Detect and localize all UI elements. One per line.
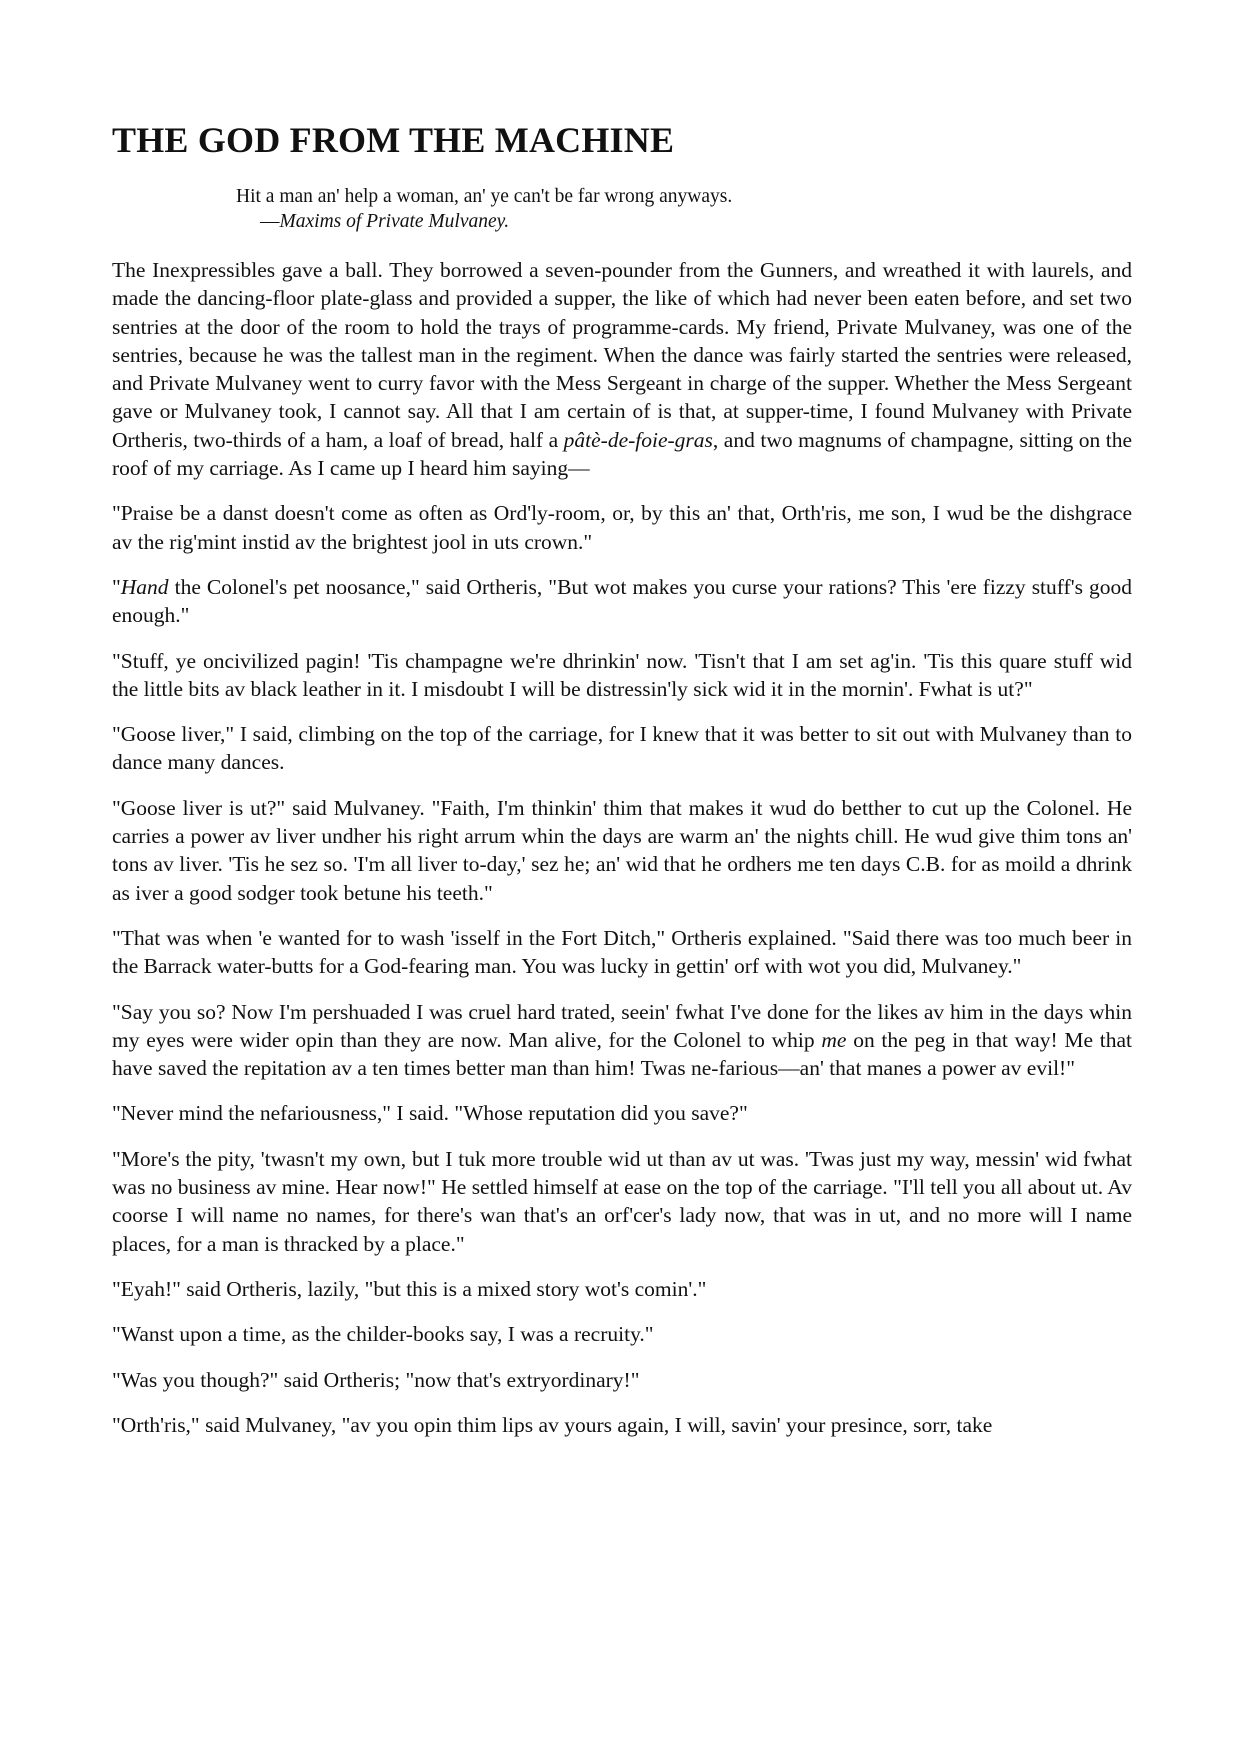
paragraph-3-text: the Colonel's pet noosance," said Ortheris, "But wot makes you curse your rations? This 'ere fizzy stuff's good enough."	[112, 574, 1132, 628]
paragraph-1-italic: pâtè-de-foie-gras	[563, 427, 713, 452]
paragraph-10: "More's the pity, 'twasn't my own, but I tuk more trouble wid ut than av ut was. 'Twas just my way, messin' wid fwhat was no business av mine. Hear now!" He settled himself at ease on the top of the carriage. "I'll tell you all about ut. Av coorse I will name no names, for there's wan that's an orf'cer's lady now, that was in ut, and no more will I name places, for a man is thracked by a place."	[112, 1146, 1132, 1256]
paragraph-11: "Eyah!" said Ortheris, lazily, "but this is a mixed story wot's comin'."	[112, 1276, 707, 1301]
epigraph	[236, 184, 1132, 234]
paragraph-3	[112, 573, 1132, 630]
chapter-title: THE GOD FROM THE MACHINE	[112, 120, 675, 160]
paragraph-3-italic: Hand	[120, 574, 169, 599]
paragraph-8	[112, 998, 1132, 1083]
paragraph-5: "Goose liver," I said, climbing on the top of the carriage, for I knew that it was better to sit out with Mulvaney than to dance many dances.	[112, 722, 1132, 775]
epigraph-attribution	[236, 209, 1132, 234]
paragraph-6: "Goose liver is ut?" said Mulvaney. "Faith, I'm thinkin' thim that makes it wud do betther to cut up the Colonel. He carries a power av liver undher his right arrum whin the days are warm an' the nights chill. He wud give thim tons an' tons av liver. 'Tis he sez so. 'I'm all liver to-day,' sez he; an' wid that he ordhers me ten days C.B. for as moild a dhrink as iver a good sodger took betune his teeth."	[112, 795, 1132, 905]
paragraph-7: "That was when 'e wanted for to wash 'isself in the Fort Ditch," Ortheris explained. "Said there was too much beer in the Barrack water-butts for a God-fearing man. You was lucky in gettin' orf with wot you did, Mulvaney."	[112, 925, 1132, 979]
epigraph-dash: —	[260, 211, 280, 232]
paragraph-8-italic: me	[821, 1027, 847, 1052]
epigraph-attribution-text: Maxims of Private Mulvaney.	[279, 211, 510, 232]
epigraph-quote: Hit a man an' help a woman, an' ye can't be far wrong anyways.	[236, 186, 733, 207]
paragraph-1-text-a: The Inexpressibles gave a ball. They borrowed a seven-pounder from the Gunners, and wreathed it with laurels, and made the dancing-floor plate-glass and provided a supper, the like of which had never been eaten before, and set two sentries at the door of the room to hold the trays of programme-cards. My friend, Private Mulvaney, was one of the sentries, because he was the tallest man in the regiment. When the dance was fairly started the sentries were released, and Private Mulvaney went to curry favor with the Mess Sergeant in charge of the supper. Whether the Mess Sergeant gave or Mulvaney took, I cannot say. All that I am certain of is that, at supper-time, I found Mulvaney with Private Ortheris, two-thirds of a ham, a loaf of bread, half a	[112, 258, 1132, 452]
paragraph-4: "Stuff, ye oncivilized pagin! 'Tis champagne we're dhrinkin' now. 'Tisn't that I am set ag'in. 'Tis this quare stuff wid the little bits av black leather in it. I misdoubt I will be distressin'ly sick wid it in the mornin'. Fwhat is ut?"	[112, 648, 1132, 701]
paragraph-3-open-quote: "	[112, 574, 121, 599]
document-page	[112, 118, 1132, 1456]
paragraph-1-text-b: , and two magnums of champagne, sitting on the roof of my carriage. As I came up I heard him saying—	[112, 427, 1132, 481]
paragraph-13: "Was you though?" said Ortheris; "now that's extryordinary!"	[112, 1367, 640, 1392]
paragraph-2: "Praise be a danst doesn't come as often as Ord'ly-room, or, by this an' that, Orth'ris, me son, I wud be the dishgrace av the rig'mint instid av the brightest jool in uts crown."	[112, 501, 1132, 554]
paragraph-14: "Orth'ris," said Mulvaney, "av you opin thim lips av yours again, I will, savin' your presince, sorr, take	[112, 1412, 993, 1437]
paragraph-8-text-a: "Say you so? Now I'm pershuaded I was cruel hard trated, seein' fwhat I've done for the likes av him in the days whin my eyes were wider opin than they are now. Man alive, for the Colonel to whip	[112, 999, 1132, 1052]
paragraph-9: "Never mind the nefariousness," I said. "Whose reputation did you save?"	[112, 1101, 748, 1126]
paragraph-8-text-b: on the peg in that way! Me that have saved the repitation av a ten times better man than him! Twas ne-farious—an' that manes a power av evil!"	[112, 1027, 1132, 1081]
paragraph-12: "Wanst upon a time, as the childer-books say, I was a recruity."	[112, 1322, 654, 1347]
paragraph-1	[112, 256, 1132, 482]
